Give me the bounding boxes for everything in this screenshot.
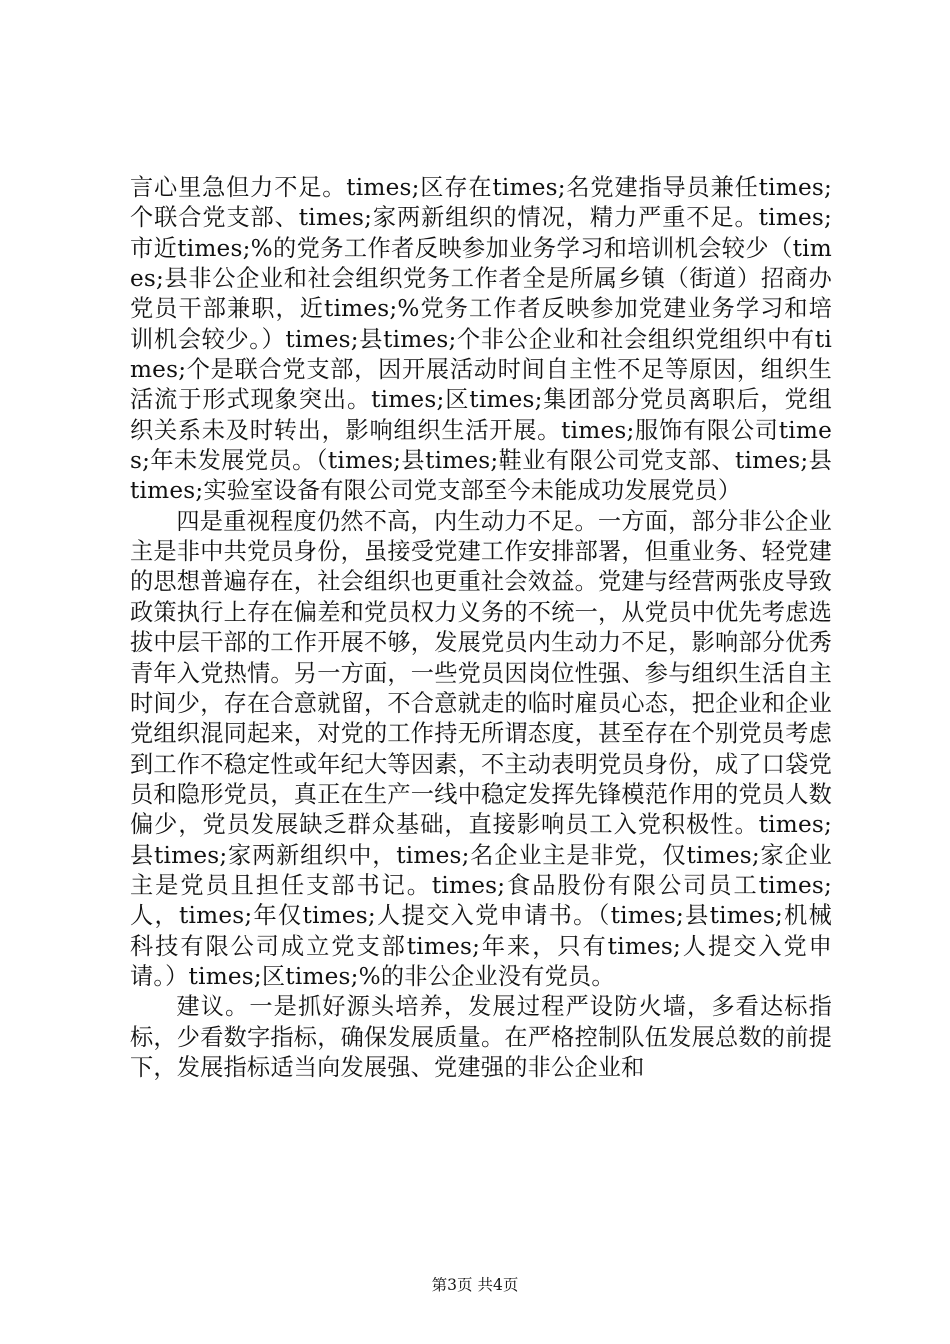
document-body [130, 173, 832, 1083]
paragraph-suggestions: 建议。一是抓好源头培养，发展过程严设防火墙，多看达标指标，少看数字指标，确保发展质量。在严格控制队伍发展总数的前提下，发展指标适当向发展强、党建强的非公企业和 [130, 993, 832, 1081]
page-footer: 第3页 共4页 [431, 1276, 519, 1294]
paragraph-point-four: 四是重视程度仍然不高，内生动力不足。一方面，部分非公企业主是非中共党员身份，虽接受党建工作安排部署，但重业务、轻党建的思想普遍存在，社会组织也更重社会效益。党建与经营两张皮导致政策执行上存在偏差和党员权力义务的不统一，从党员中优先考虑选拔中层干部的工作开展不够，发展党员内生动力不足，影响部分优秀青年入党热情。另一方面，一些党员因岗位性强、参与组织生活自主时间少，存在合意就留，不合意就走的临时雇员心态，把企业和企业党组织混同起来，对党的工作持无所谓态度，甚至存在个别党员考虑到工作不稳定性或年纪大等因素，不主动表明党员身份，成了口袋党员和隐形党员，真正在生产一线中稳定发挥先锋模范作用的党员人数偏少，党员发展缺乏群众基础，直接影响员工入党积极性。times;县times;家两新组织中，times;名企业主是非党，仅times;家企业主是党员且担任支部书记。times;食品股份有限公司员工times;人，times;年仅times;人提交入党申请书。（times;县times;机械科技有限公司成立党支部times;年来，只有times;人提交入党申请。）times;区times;%的非公企业没有党员。 [130, 507, 832, 990]
paragraph-continuation: 言心里急但力不足。times;区存在times;名党建指导员兼任times;个联合党支部、times;家两新组织的情况，精力严重不足。times;市近times;%的党务工作者反映参加业务学习和培训机会较少（times;县非公企业和社会组织党务工作者全是所属乡镇（街道）招商办党员干部兼职，近times;%党务工作者反映参加党建业务学习和培训机会较少。）times;县times;个非公企业和社会组织党组织中有times;个是联合党支部，因开展活动时间自主性不足等原因，组织生活流于形式现象突出。times;区times;集团部分党员离职后，党组织关系未及时转出，影响组织生活开展。times;服饰有限公司times;年未发展党员。（times;县times;鞋业有限公司党支部、times;县times;实验室设备有限公司党支部至今未能成功发展党员） [130, 174, 832, 505]
